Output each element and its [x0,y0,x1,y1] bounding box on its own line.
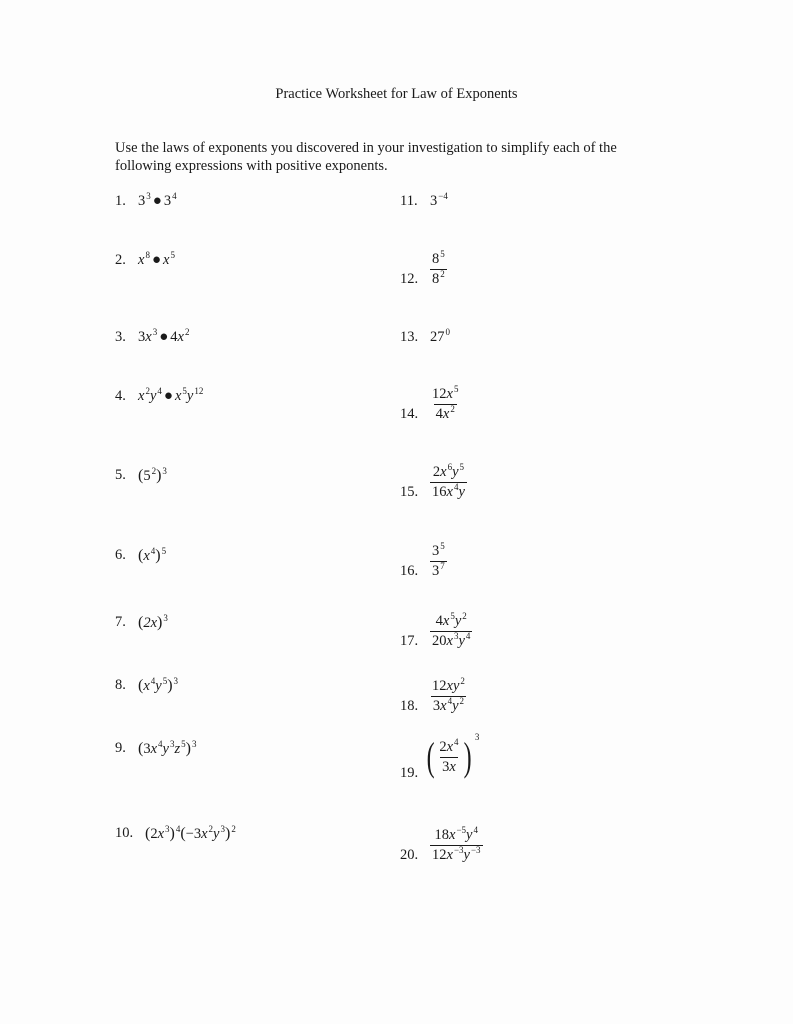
expression: $3^{-4}$ [430,191,448,209]
expression: $\frac{2x^6y^5}{16x^4y}$ [432,462,465,500]
problem-number: 5. [115,467,126,483]
problem-number: 9. [115,740,126,756]
problem-number: 2. [115,252,126,268]
expression: $\frac{12xy^2}{3x^4y^2}$ [432,676,465,714]
expression: $\frac{8^5}{8^2}$ [432,249,445,287]
problem-1 [115,191,177,210]
problem-number: 18. [400,698,419,714]
expression: $\frac{4x^5y^2}{20x^3y^4}$ [432,611,471,649]
problem-number: 13. [400,329,419,345]
expression: $3^3$ ● $3^4$ [138,191,177,209]
problem-2 [115,250,175,269]
problem-number: 7. [115,614,126,630]
expression: $\frac{12x^5}{4x^2}$ [432,384,459,422]
problem-10 [115,824,236,842]
problem-4 [115,386,204,405]
problem-number: 8. [115,677,126,693]
problem-13 [400,327,450,346]
problem-number: 17. [400,633,419,649]
expression: $(x^4)^5$ [138,546,167,564]
problem-8 [115,676,179,694]
problem-number: 10. [115,825,134,841]
problem-number: 6. [115,547,126,563]
expression: $(3x^4y^3z^5)^3$ [138,739,197,757]
expression: $27^0$ [430,327,450,345]
expression: $(2x)^3$ [138,613,168,631]
problem-5 [115,466,167,484]
expression: ( $\frac{2x^4}{3x}$ ) $^3$ [426,732,480,779]
expression: $x^2y^4$ ● $x^5y^{12}$ [138,386,204,404]
instructions: Use the laws of exponents you discovered in your investigation to simplify each of the following expressions with positive exponents. [115,140,617,174]
problem-number: 4. [115,388,126,404]
problem-number: 14. [400,406,419,422]
problem-number: 20. [400,847,419,863]
problem-7 [115,613,168,631]
worksheet-title: Practice Worksheet for Law of Exponents [275,86,518,102]
expression: $(x^4y^5)^3$ [138,676,179,694]
expression: $x^8$ ● $x^5$ [138,250,175,268]
expression: $\frac{18x^{-5}y^4}{12x^{-3}y^{-3}}$ [432,825,481,863]
problem-number: 19. [400,765,419,781]
expression: $\frac{3^5}{3^7}$ [432,541,445,579]
problem-11 [400,191,448,210]
expression: $3x^3$ ● $4x^2$ [138,327,190,345]
problem-number: 11. [400,193,418,209]
expression: $(5^2)^3$ [138,466,167,484]
problem-number: 16. [400,563,419,579]
problem-number: 3. [115,329,126,345]
problem-3 [115,327,190,346]
problem-9 [115,739,197,757]
problem-number: 12. [400,271,419,287]
problem-6 [115,546,167,564]
problem-number: 1. [115,193,126,209]
expression: $(2x^3)^4(-3x^2y^3)^2$ [145,824,236,842]
problem-number: 15. [400,484,419,500]
